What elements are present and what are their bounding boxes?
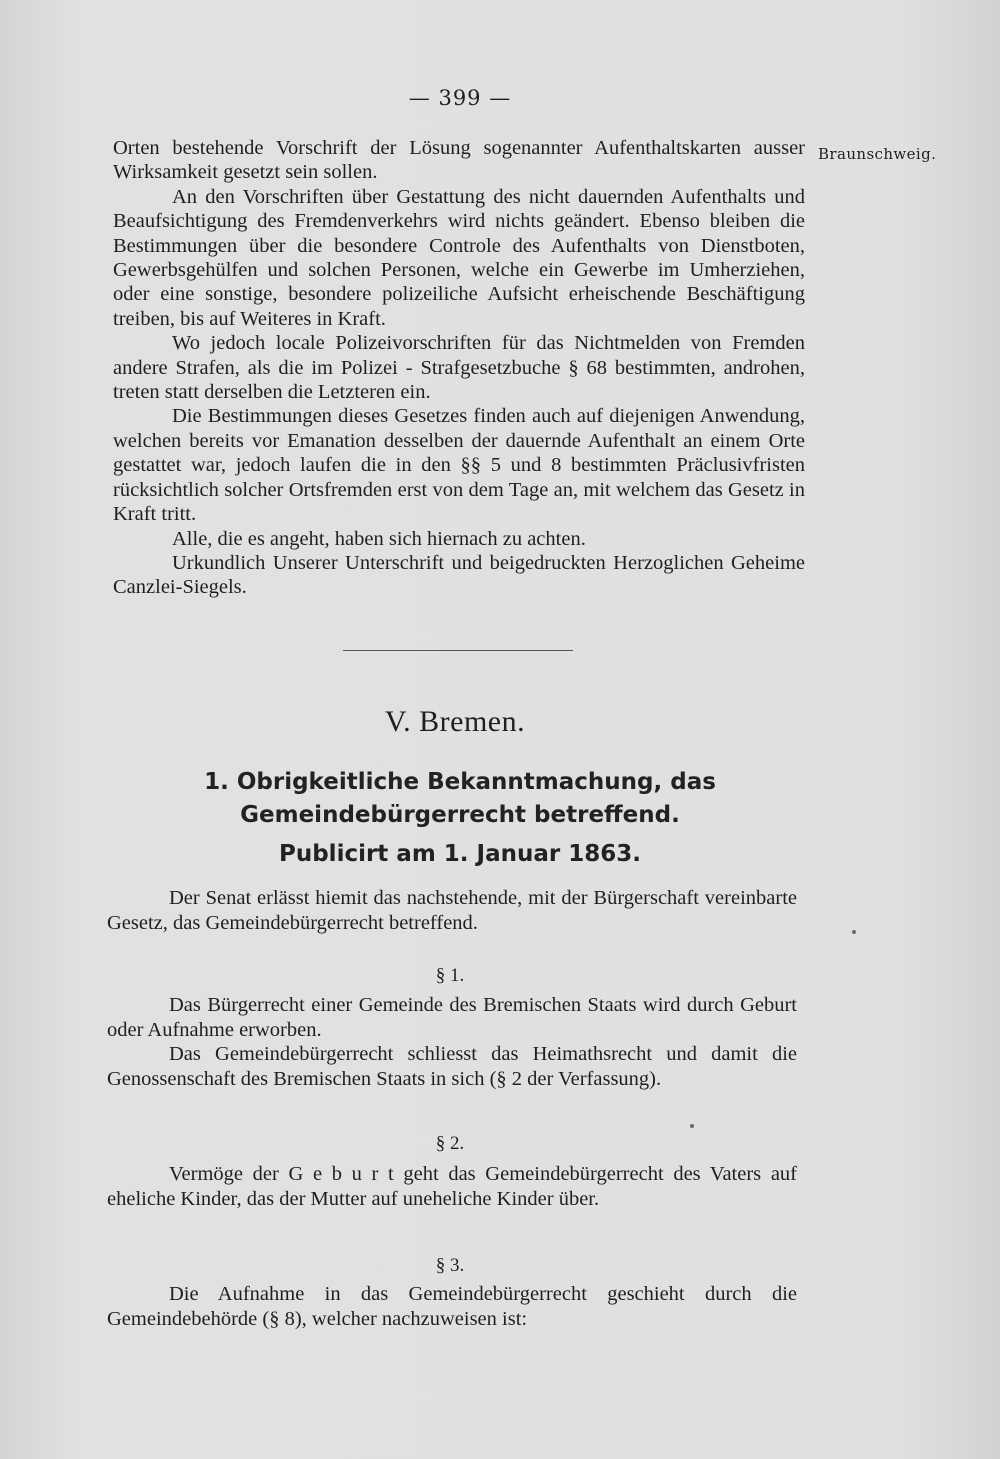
paragraph: Das Bürgerrecht einer Gemeinde des Bremischen Staats wird durch Geburt oder Aufnahme erworben.: [107, 994, 797, 1041]
publication-line: Publicirt am 1. Januar 1863.: [278, 841, 641, 867]
paragraph: Alle, die es angeht, haben sich hiernach zu achten.: [172, 527, 586, 550]
margin-note: Braunschweig.: [818, 145, 937, 163]
paragraph: Das Gemeindebürgerrecht schliesst das Heimathsrecht und damit die Genossenschaft des Bremischen Staats in sich (§ 2 der Verfassung).: [107, 1043, 797, 1090]
scan-speck: [852, 930, 856, 934]
intro-paragraph: Der Senat erlässt hiemit das nachstehende, mit der Bürgerschaft vereinbarte Gesetz, das Gemeindebürgerrecht betreffend.: [107, 887, 797, 934]
section-heading: V. Bremen.: [384, 705, 526, 738]
paragraph: Die Aufnahme in das Gemeindebürgerrecht geschieht durch die Gemeindebehörde (§ 8), welcher nachzuweisen ist:: [107, 1283, 797, 1330]
paragraph: Vermöge der G e b u r t geht das Gemeindebürgerrecht des Vaters auf eheliche Kinder, das der Mutter auf uneheliche Kinder über.: [107, 1163, 797, 1210]
paragraph: Wo jedoch locale Polizeivorschriften für das Nichtmelden von Fremden andere Strafen, als die im Polizei - Strafgesetzbuche § 68 bestimmten, androhen, treten statt derselben die Letzteren ein.: [113, 332, 805, 404]
paragraph: An den Vorschriften über Gestattung des nicht dauernden Aufenthalts und Beaufsichtigung des Fremdenverkehrs wird nichts geändert. Ebenso bleiben die Bestimmungen über die besondere Controle des Aufenthalts von Dienstboten, Gewerbsgehülfen und solchen Personen, welche ein Gewerbe im Umherziehen, oder eine sonstige, besondere polizeiliche Aufsicht erheischende Beschäftigung treiben, bis auf Weiteres in Kraft.: [113, 185, 805, 330]
section-sign-2: § 2.: [435, 1133, 465, 1154]
continued-text-block: [113, 136, 805, 600]
scan-speck: [690, 1124, 694, 1128]
section-1-text: [107, 993, 797, 1091]
section-sign-1: § 1.: [435, 965, 465, 986]
section-sign-3: § 3.: [435, 1255, 465, 1276]
paragraph: Urkundlich Unserer Unterschrift und beigedruckten Herzoglichen Geheime Canzlei-Siegels.: [113, 551, 805, 599]
section-2-text: [107, 1162, 797, 1211]
section-3-text: [107, 1282, 797, 1331]
document-title: 1. Obrigkeitliche Bekanntmachung, das Gemeindebürgerrecht betreffend.: [204, 769, 716, 828]
intro-block: [107, 886, 797, 935]
paragraph: Orten bestehende Vorschrift der Lösung sogenannter Aufenthaltskarten ausser Wirksamkeit gesetzt sein sollen.: [113, 137, 805, 184]
page-number: — 399 —: [408, 86, 512, 110]
paragraph: Die Bestimmungen dieses Gesetzes finden auch auf diejenigen Anwendung, welchen bereits vor Emanation desselben der dauernde Aufenthalt an einem Orte gestattet war, jedoch laufen die in den §§ 5 und 8 bestimmten Präclusivfristen rücksichtlich solcher Ortsfremden erst von dem Tage an, mit welchem das Gesetz in Kraft tritt.: [113, 405, 805, 526]
section-divider: [343, 650, 573, 651]
